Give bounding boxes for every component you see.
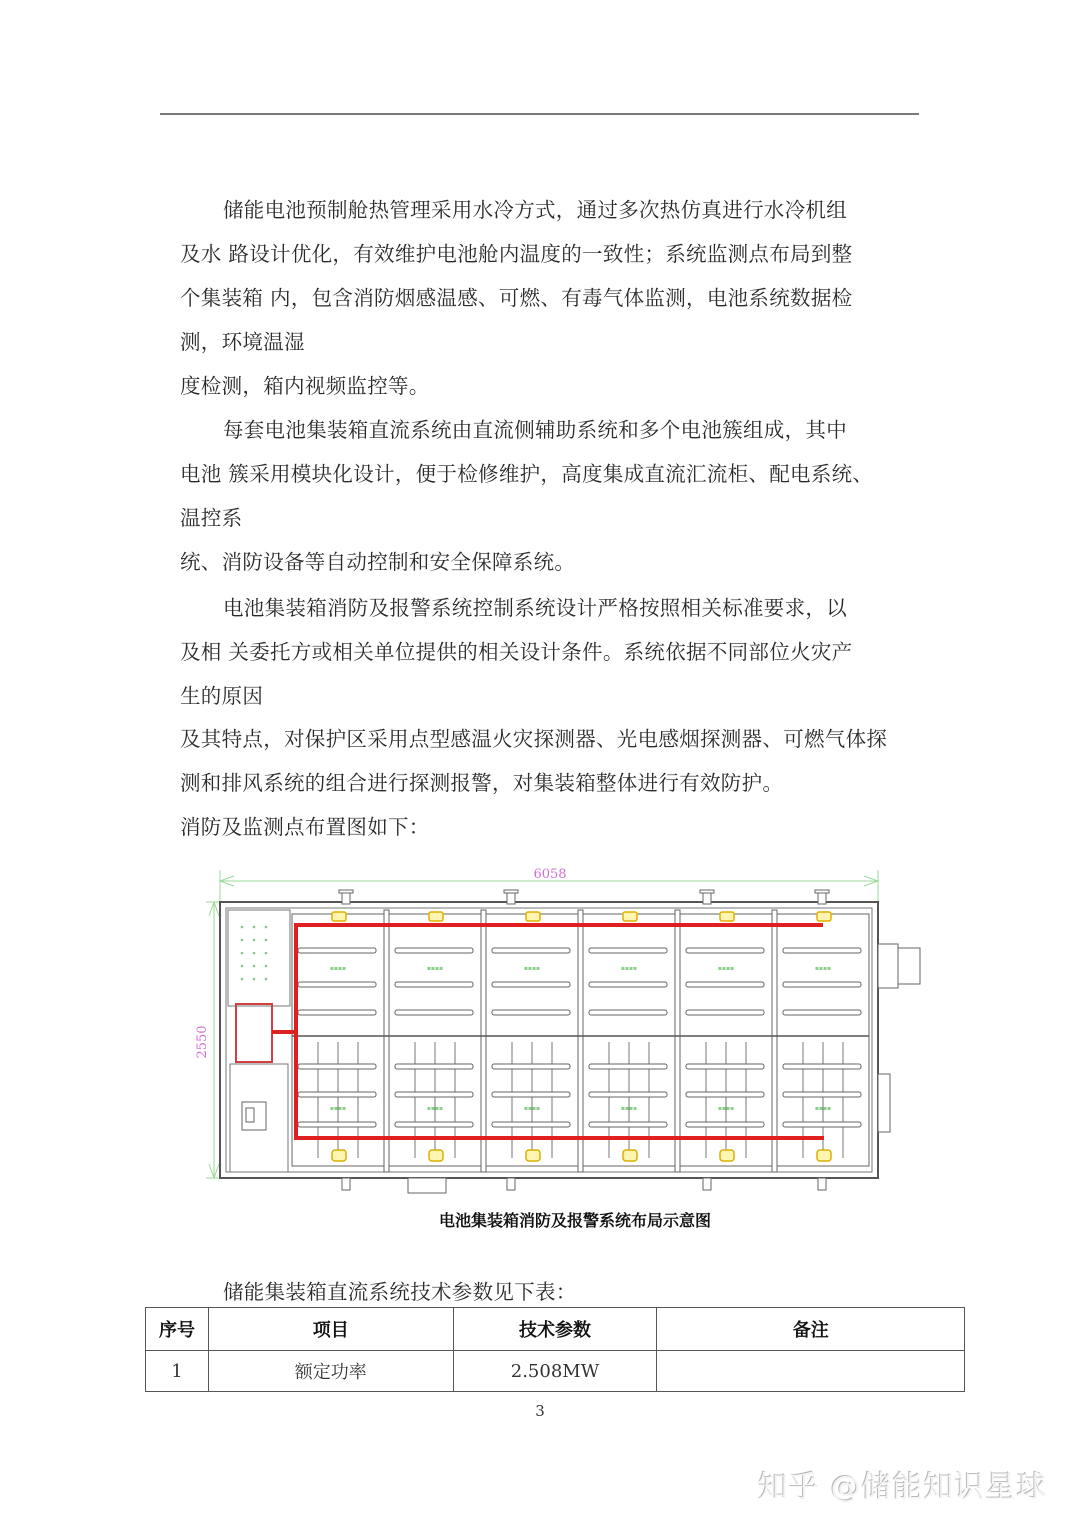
cell-index: 1 — [146, 1351, 209, 1392]
control-bay — [228, 910, 290, 1172]
paragraph-2-line-3: 温控系 — [180, 506, 243, 530]
paragraph-1-line-4: 测，环境温湿 — [180, 330, 305, 354]
svg-text:▪▪▪▪: ▪▪▪▪ — [814, 965, 832, 972]
technical-parameters-table — [145, 1307, 965, 1392]
paragraph-3-line-2: 及相 关委托方或相关单位提供的相关设计条件。系统依据不同部位火灾产 — [180, 640, 853, 664]
paragraph-1-line-3: 个集装箱 内，包含消防烟感温感、可燃、有毒气体监测，电池系统数据检 — [180, 286, 853, 310]
svg-text:▪▪▪▪: ▪▪▪▪ — [814, 1105, 832, 1112]
header-remark: 备注 — [657, 1308, 965, 1351]
paragraph-2-line-1: 每套电池集装箱直流系统由直流侧辅助系统和多个电池簇组成，其中 — [223, 418, 847, 442]
watermark: 知乎 @储能知识星球 — [758, 1470, 1048, 1505]
paragraph-3-line-1: 电池集装箱消防及报警系统控制系统设计严格按照相关标准要求，以 — [223, 596, 847, 620]
cell-item: 额定功率 — [208, 1351, 453, 1392]
battery-clusters — [292, 910, 869, 1172]
svg-text:▪▪▪▪: ▪▪▪▪ — [717, 1105, 735, 1112]
exhaust-unit — [878, 944, 920, 1132]
paragraph-3-line-6: 消防及监测点布置图如下： — [180, 815, 430, 839]
paragraph-1-line-2: 及水 路设计优化，有效维护电池舱内温度的一致性；系统监测点布局到整 — [180, 242, 853, 266]
svg-text:▪▪▪▪: ▪▪▪▪ — [523, 1105, 541, 1112]
table-row — [146, 1351, 965, 1392]
svg-text:▪▪▪▪: ▪▪▪▪ — [620, 1105, 638, 1112]
table-header-row — [146, 1308, 965, 1351]
paragraph-3-line-4: 及其特点，对保护区采用点型感温火灾探测器、光电感烟探测器、可燃气体探 — [180, 727, 888, 751]
cell-remark — [657, 1351, 965, 1392]
fire-control-panel — [236, 1004, 272, 1062]
height-dimension-label: 2550 — [195, 1025, 210, 1059]
header-index: 序号 — [146, 1308, 209, 1351]
table-intro: 储能集装箱直流系统技术参数见下表： — [223, 1280, 577, 1304]
header-item: 项目 — [208, 1308, 453, 1351]
cell-parameter: 2.508MW — [453, 1351, 657, 1392]
width-dimension-label: 6058 — [533, 867, 567, 882]
header-rule — [160, 113, 919, 115]
paragraph-2-line-2: 电池 簇采用模块化设计，便于检修维护，高度集成直流汇流柜、配电系统、 — [180, 462, 874, 486]
svg-text:▪▪▪▪: ▪▪▪▪ — [717, 965, 735, 972]
figure-caption: 电池集装箱消防及报警系统布局示意图 — [438, 1211, 711, 1230]
paragraph-1-line-1: 储能电池预制舱热管理采用水冷方式，通过多次热仿真进行水冷机组 — [223, 198, 847, 222]
svg-text:▪▪▪▪: ▪▪▪▪ — [329, 1105, 347, 1112]
paragraph-2-line-4: 统、消防设备等自动控制和安全保障系统。 — [180, 550, 576, 574]
fire-alarm-layout-diagram — [178, 852, 934, 1200]
svg-text:▪▪▪▪: ▪▪▪▪ — [329, 965, 347, 972]
header-parameter: 技术参数 — [453, 1308, 657, 1351]
svg-text:▪▪▪▪: ▪▪▪▪ — [620, 965, 638, 972]
paragraph-3-line-3: 生的原因 — [180, 684, 264, 708]
paragraph-1-line-5: 度检测，箱内视频监控等。 — [180, 374, 430, 398]
svg-text:▪▪▪▪: ▪▪▪▪ — [426, 965, 444, 972]
svg-text:▪▪▪▪: ▪▪▪▪ — [523, 965, 541, 972]
fire-suppression-pipe — [272, 925, 824, 1138]
svg-text:▪▪▪▪: ▪▪▪▪ — [426, 1105, 444, 1112]
page-number: 3 — [535, 1402, 545, 1420]
paragraph-3-line-5: 测和排风系统的组合进行探测报警，对集装箱整体进行有效防护。 — [180, 771, 784, 795]
